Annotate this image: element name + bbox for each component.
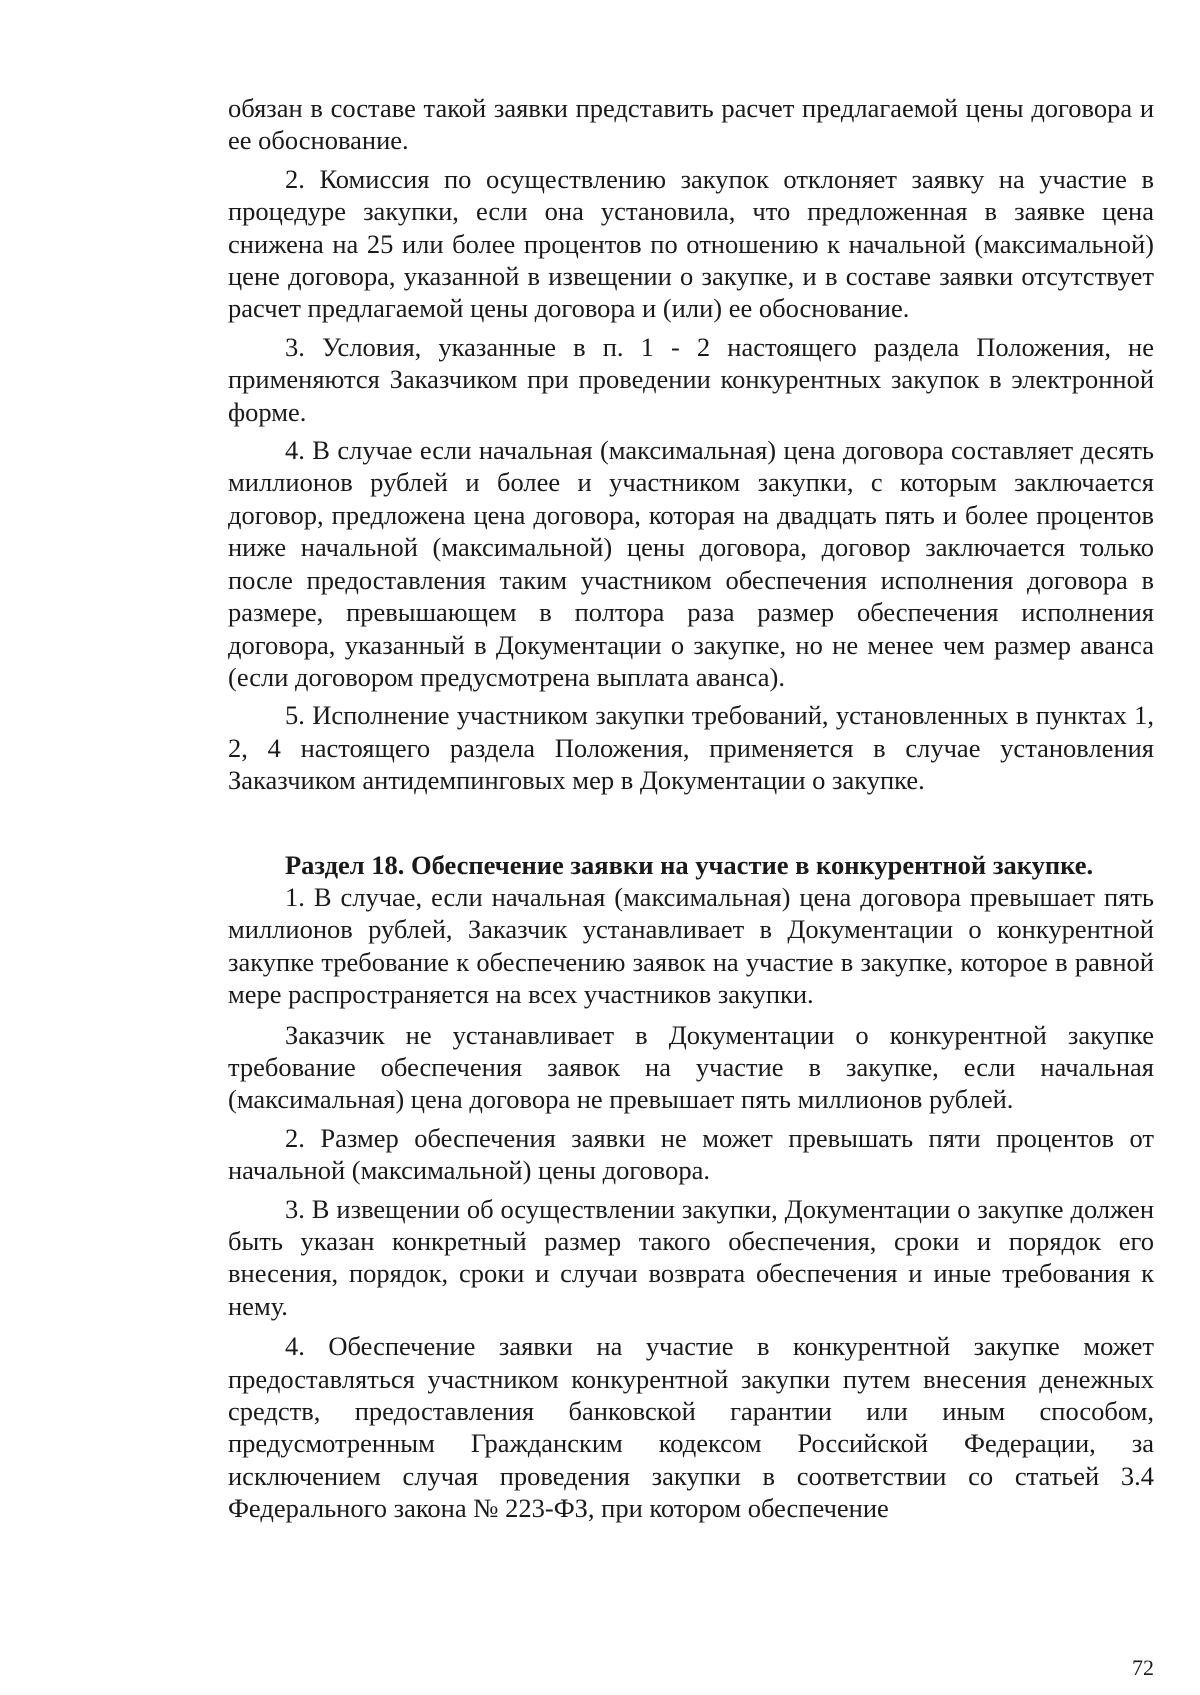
section-18-clause-1-paragraph: 1. В случае, если начальная (максимальная) цена договора превышает пять миллионов рублей, Заказчик устанавливает в Документации о конкурентной закупке требование к обеспечению заявок на участие в закупке, которое в равной мере распространяется на всех участников закупки.: [228, 881, 1154, 1010]
section-18-clause-3-paragraph: 3. В извещении об осуществлении закупки, Документации о закупке должен быть указан конкретный размер такого обеспечения, сроки и порядок его внесения, порядок, сроки и случаи возврата обеспечения и иные требования к нему.: [228, 1193, 1154, 1321]
clause-5-paragraph: 5. Исполнение участником закупки требований, установленных в пунктах 1, 2, 4 настоящего раздела Положения, применяется в случае установления Заказчиком антидемпинговых мер в Документации о закупке.: [228, 700, 1154, 796]
section-18-clause-4-paragraph: 4. Обеспечение заявки на участие в конкурентной закупке может предоставляться участником конкурентной закупки путем внесения денежных средств, предоставления банковской гарантии или иным способом, предусмотренным Гражданским кодексом Российской Федерации, за исключением случая проведения закупки в соответствии со статьей 3.4 Федерального закона № 223-ФЗ, при котором обеспечение: [228, 1331, 1154, 1524]
clause-4-paragraph: 4. В случае если начальная (максимальная) цена договора составляет десять миллионов рублей и более и участником закупки, с которым заключается договор, предложена цена договора, которая на двадцать пять и более процентов ниже начальной (максимальной) цены договора, договор заключается только после предоставления таким участником обеспечения исполнения договора в размере, превышающем в полтора раза размер обеспечения исполнения договора, указанный в Документации о закупке, но не менее чем размер аванса (если договором предусмотрена выплата аванса).: [228, 435, 1154, 692]
clause-2-paragraph: 2. Комиссия по осуществлению закупок отклоняет заявку на участие в процедуре закупки, если она установила, что предложенная в заявке цена снижена на 25 или более процентов по отношению к начальной (максимальной) цене договора, указанной в извещении о закупке, и в составе заявки отсутствует расчет предлагаемой цены договора и (или) ее обоснование.: [228, 163, 1154, 324]
document-body: [228, 92, 1154, 1525]
section-18-clause-1-note-paragraph: Заказчик не устанавливает в Документации о конкурентной закупке требование обеспечения заявок на участие в закупке, если начальная (максимальная) цена договора не превышает пять миллионов рублей.: [228, 1019, 1154, 1115]
page-number: 72: [1132, 1655, 1154, 1680]
clause-3-paragraph: 3. Условия, указанные в п. 1 - 2 настоящего раздела Положения, не применяются Заказчиком при проведении конкурентных закупок в электронной форме.: [228, 331, 1154, 427]
continuation-paragraph: обязан в составе такой заявки представить расчет предлагаемой цены договора и ее обоснование.: [228, 93, 1154, 156]
section-18-clause-2-paragraph: 2. Размер обеспечения заявки не может превышать пяти процентов от начальной (максимальной) цены договора.: [228, 1122, 1154, 1186]
section-18-heading: Раздел 18. Обеспечение заявки на участие в конкурентной закупке.: [285, 849, 1094, 880]
